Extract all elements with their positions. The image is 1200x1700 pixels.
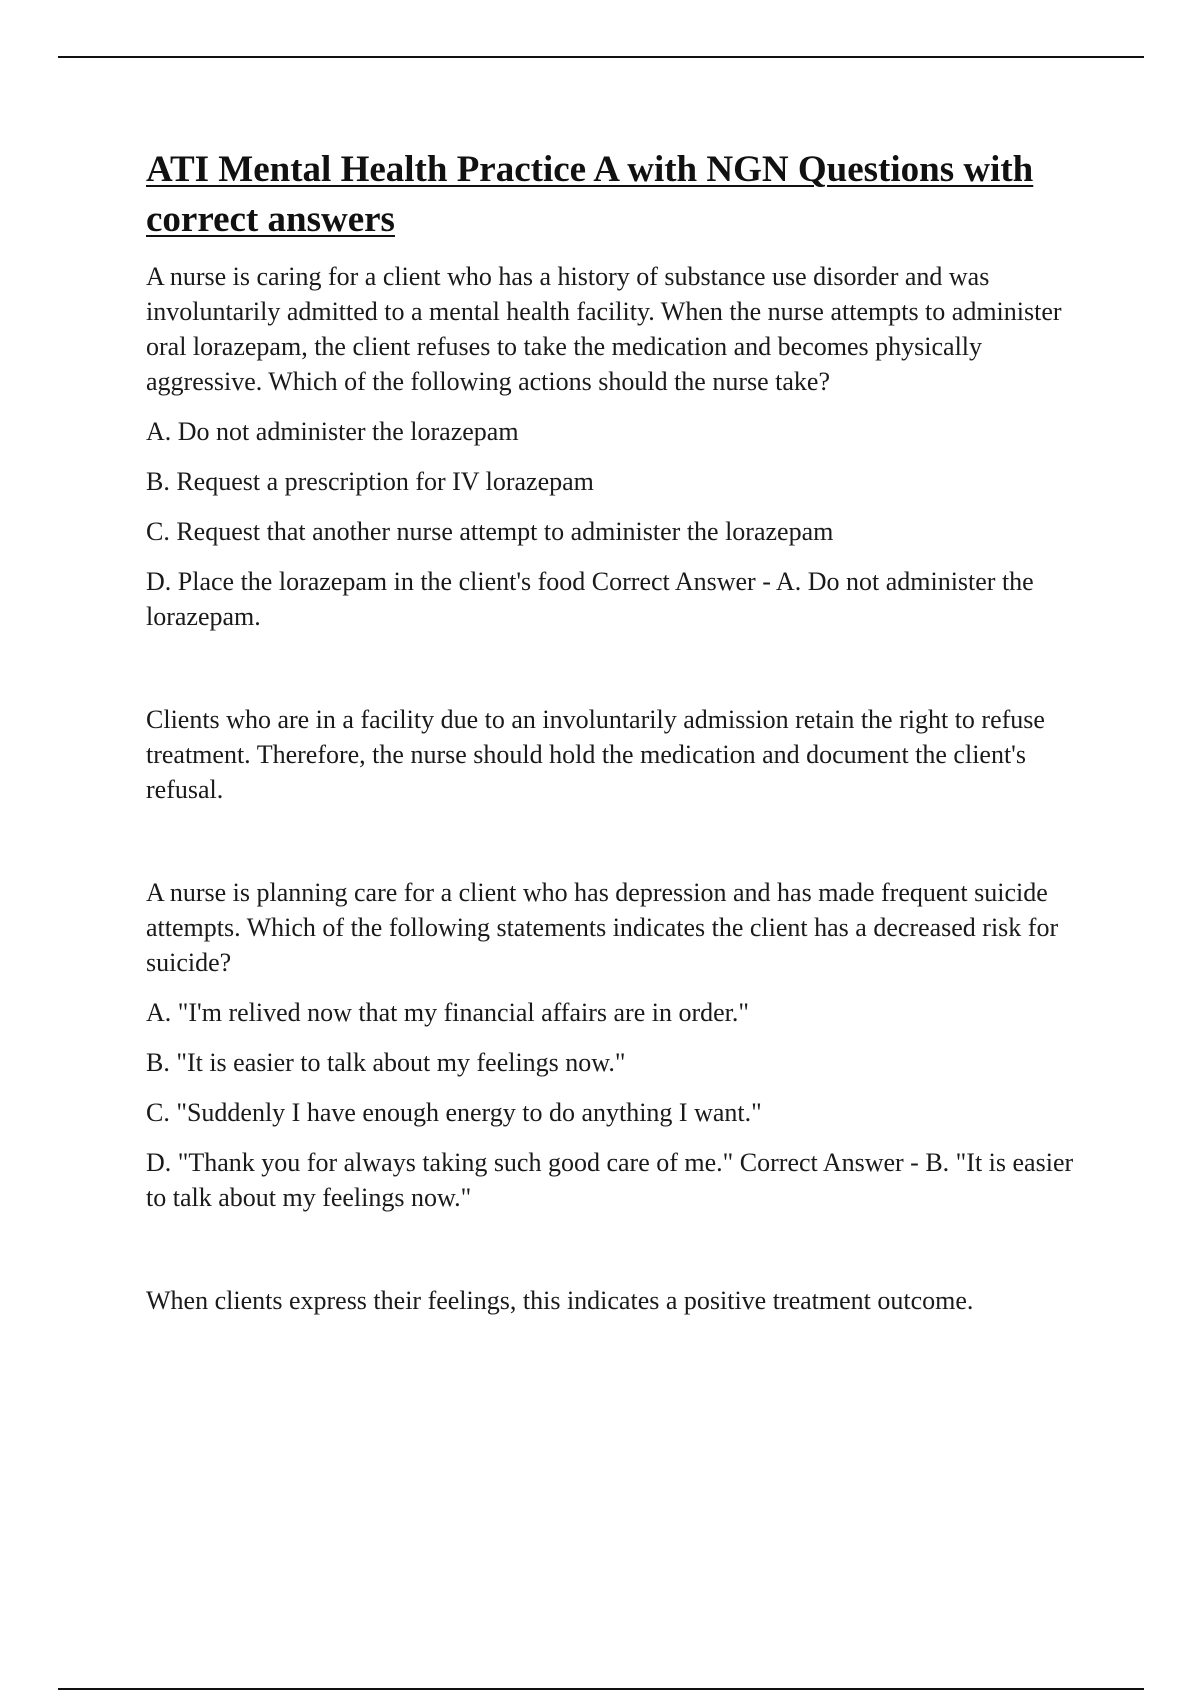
answer-option-d: D. Place the lorazepam in the client's food Correct Answer - A. Do not administer the lorazepam. xyxy=(146,567,1034,631)
answer-option-c: C. Request that another nurse attempt to administer the lorazepam xyxy=(146,517,834,546)
answer-option-a: A. "I'm relived now that my financial affairs are in order." xyxy=(146,998,750,1027)
answer-option-c: C. "Suddenly I have enough energy to do anything I want." xyxy=(146,1098,762,1127)
footer-rule xyxy=(58,1688,1144,1690)
answer-option-b: B. Request a prescription for IV lorazepam xyxy=(146,467,594,496)
header-rule xyxy=(58,56,1144,58)
question-block-1 xyxy=(146,259,1096,807)
answer-option-a: A. Do not administer the lorazepam xyxy=(146,417,519,446)
answer-option-d: D. "Thank you for always taking such good care of me." Correct Answer - B. "It is easier to talk about my feelings now." xyxy=(146,1148,1074,1212)
answer-explanation: When clients express their feelings, this indicates a positive treatment outcome. xyxy=(146,1286,974,1315)
question-block-2 xyxy=(146,875,1096,1318)
answer-explanation: Clients who are in a facility due to an involuntarily admission retain the right to refuse treatment. Therefore, the nurse should hold the medication and document the client's refusal. xyxy=(146,705,1045,804)
question-text: A nurse is planning care for a client who has depression and has made frequent suicide attempts. Which of the following statements indicates the client has a decreased risk for suicide? xyxy=(146,878,1059,977)
answer-option-b: B. "It is easier to talk about my feelings now." xyxy=(146,1048,626,1077)
document-body xyxy=(146,145,1096,1318)
question-text: A nurse is caring for a client who has a history of substance use disorder and was involuntarily admitted to a mental health facility. When the nurse attempts to administer oral lorazepam, the client refuses to take the medication and becomes physically aggressive. Which of the following actions should the nurse take? xyxy=(146,262,1062,396)
document-title: ATI Mental Health Practice A with NGN Questions with correct answers xyxy=(146,149,1034,240)
